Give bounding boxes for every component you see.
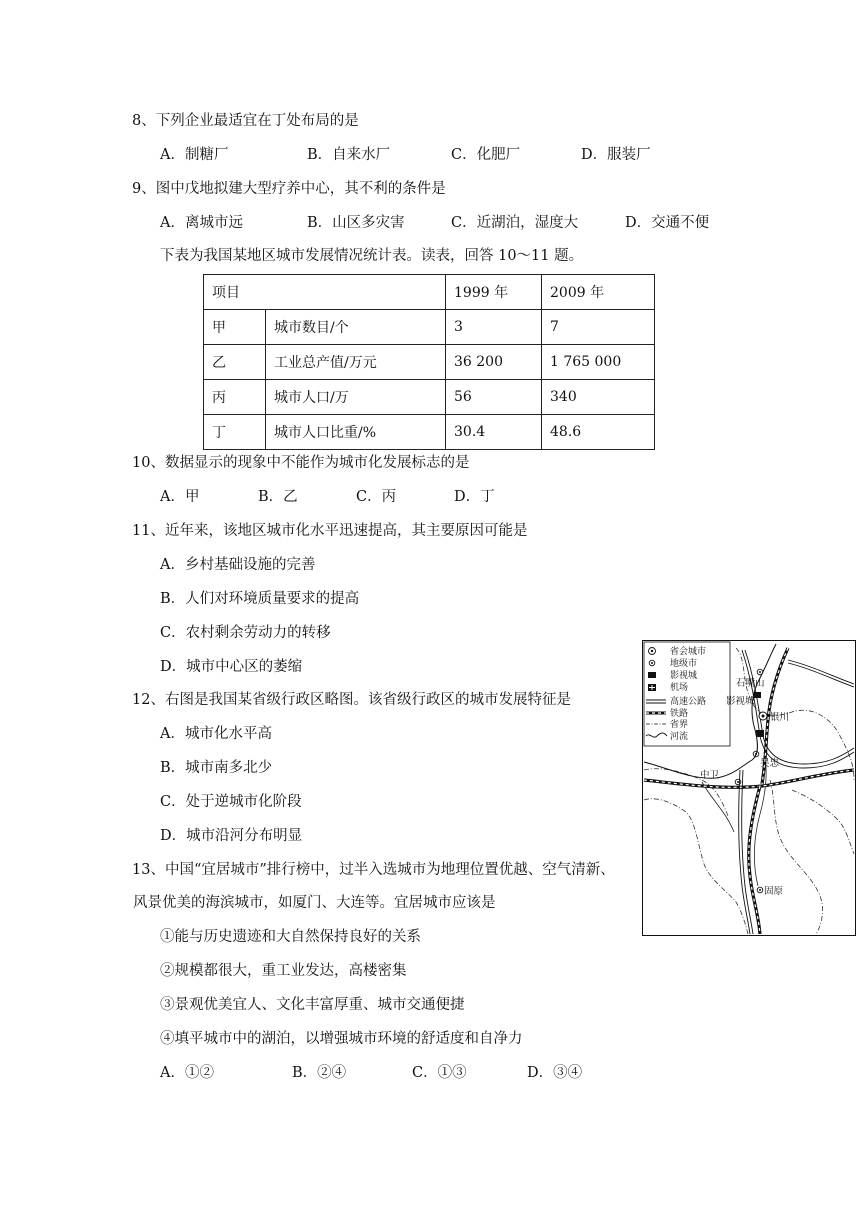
- legend-box: [644, 642, 730, 746]
- row-value-2009: 7: [542, 310, 655, 345]
- q13-option-d: D．③④: [527, 1065, 583, 1081]
- row-value-1999: 56: [446, 380, 542, 415]
- place-label-guyuan: 固原: [764, 886, 784, 897]
- q11-option-a: A．乡村基础设施的完善: [160, 557, 316, 573]
- q8-option-c: C．化肥厂: [451, 147, 521, 163]
- q8-option-b: B．自来水厂: [307, 147, 391, 163]
- q12-option-d: D．城市沿河分布明显: [160, 828, 303, 844]
- q8-option-d: D．服装厂: [581, 147, 651, 163]
- province-sketch-map: [642, 640, 856, 936]
- row-code: 乙: [204, 345, 266, 380]
- legend-label: 影视城: [670, 671, 698, 681]
- question-13-stem-line1: 13、中国“宜居城市”排行榜中，过半入选城市为地理位置优越、空气清新、: [132, 862, 615, 878]
- film-studio-icon: [648, 672, 656, 678]
- q13-statement-1: ①能与历史遗迹和大自然保持良好的关系: [160, 929, 421, 945]
- legend-label: 河流: [670, 732, 689, 742]
- row-value-1999: 30.4: [446, 415, 542, 450]
- row-value-2009: 1 765 000: [542, 345, 655, 380]
- legend-label: 高速公路: [670, 697, 707, 707]
- question-10-stem: 10、数据显示的现象中不能作为城市化发展标志的是: [132, 455, 470, 471]
- map-svg: [642, 640, 856, 936]
- table-intro: 下表为我国某地区城市发展情况统计表。读表，回答 10～11 题。: [160, 248, 584, 264]
- q10-option-c: C．丙: [356, 489, 397, 505]
- q12-option-c: C．处于逆城市化阶段: [160, 794, 302, 810]
- place-label-yinchuan: 银川: [770, 712, 790, 723]
- table-row: [204, 310, 655, 345]
- q12-option-a: A．城市化水平高: [160, 726, 272, 742]
- table-row: [204, 345, 655, 380]
- question-12-stem: 12、右图是我国某省级行政区略图。该省级行政区的城市发展特征是: [132, 692, 571, 708]
- question-9-stem: 9、图中戊地拟建大型疗养中心，其不利的条件是: [132, 181, 446, 197]
- legend-label: 省界: [670, 720, 689, 730]
- row-item: 工业总产值/万元: [266, 345, 446, 380]
- q10-option-a: A．甲: [160, 489, 200, 505]
- place-label-film-studio: 影视城: [726, 696, 755, 707]
- header-item: 项目: [204, 275, 446, 310]
- row-item: 城市人口/万: [266, 380, 446, 415]
- legend-label: 省会城市: [670, 647, 707, 657]
- table-row: [204, 415, 655, 450]
- q13-option-a: A．①②: [160, 1065, 214, 1081]
- q9-option-b: B．山区多灾害: [307, 215, 405, 231]
- legend-label: 地级市: [670, 659, 698, 669]
- row-code: 丁: [204, 415, 266, 450]
- row-code: 甲: [204, 310, 266, 345]
- q13-statement-4: ④填平城市中的湖泊，以增强城市环境的舒适度和自净力: [160, 1031, 523, 1047]
- row-item: 城市人口比重/%: [266, 415, 446, 450]
- q13-statement-3: ③景观优美宜人、文化丰富厚重、城市交通便捷: [160, 997, 465, 1013]
- film-studio-marker: [754, 692, 761, 698]
- question-11-stem: 11、近年来，该地区城市化水平迅速提高，其主要原因可能是: [132, 523, 528, 539]
- table-row: [204, 380, 655, 415]
- header-1999: 1999 年: [446, 275, 542, 310]
- q13-statement-2: ②规模都很大，重工业发达，高楼密集: [160, 963, 407, 979]
- table-header-row: [204, 275, 655, 310]
- header-2009: 2009 年: [542, 275, 655, 310]
- q10-option-b: B．乙: [258, 489, 298, 505]
- q11-option-b: B．人们对环境质量要求的提高: [160, 591, 360, 607]
- row-value-1999: 3: [446, 310, 542, 345]
- question-13-stem-line2: 风景优美的海滨城市，如厦门、大连等。宜居城市应该是: [133, 895, 496, 911]
- place-label-zhongwei: 中卫: [700, 770, 720, 781]
- row-value-2009: 48.6: [542, 415, 655, 450]
- q12-option-b: B．城市南多北少: [160, 760, 273, 776]
- q11-option-c: C．农村剩余劳动力的转移: [160, 625, 331, 641]
- airport-marker: [756, 730, 764, 737]
- city-development-table: [203, 274, 655, 450]
- row-item: 城市数目/个: [266, 310, 446, 345]
- q9-option-c: C．近湖泊，湿度大: [451, 215, 579, 231]
- q13-option-c: C．①③: [412, 1065, 467, 1081]
- place-label-wuzhong: 吴忠: [760, 758, 780, 769]
- q13-option-b: B．②④: [292, 1065, 347, 1081]
- q9-option-d: D．交通不便: [625, 215, 710, 231]
- row-value-1999: 36 200: [446, 345, 542, 380]
- question-8-stem: 8、下列企业最适宜在丁处布局的是: [132, 113, 359, 129]
- place-label-shizuishan: 石嘴山: [736, 678, 765, 689]
- q8-option-a: A．制糖厂: [160, 147, 229, 163]
- row-value-2009: 340: [542, 380, 655, 415]
- legend-label: 铁路: [670, 709, 689, 719]
- legend-label: 机场: [670, 683, 689, 693]
- q11-option-d: D．城市中心区的萎缩: [160, 659, 303, 675]
- q10-option-d: D．丁: [454, 489, 495, 505]
- row-code: 丙: [204, 380, 266, 415]
- q9-option-a: A．离城市远: [160, 215, 243, 231]
